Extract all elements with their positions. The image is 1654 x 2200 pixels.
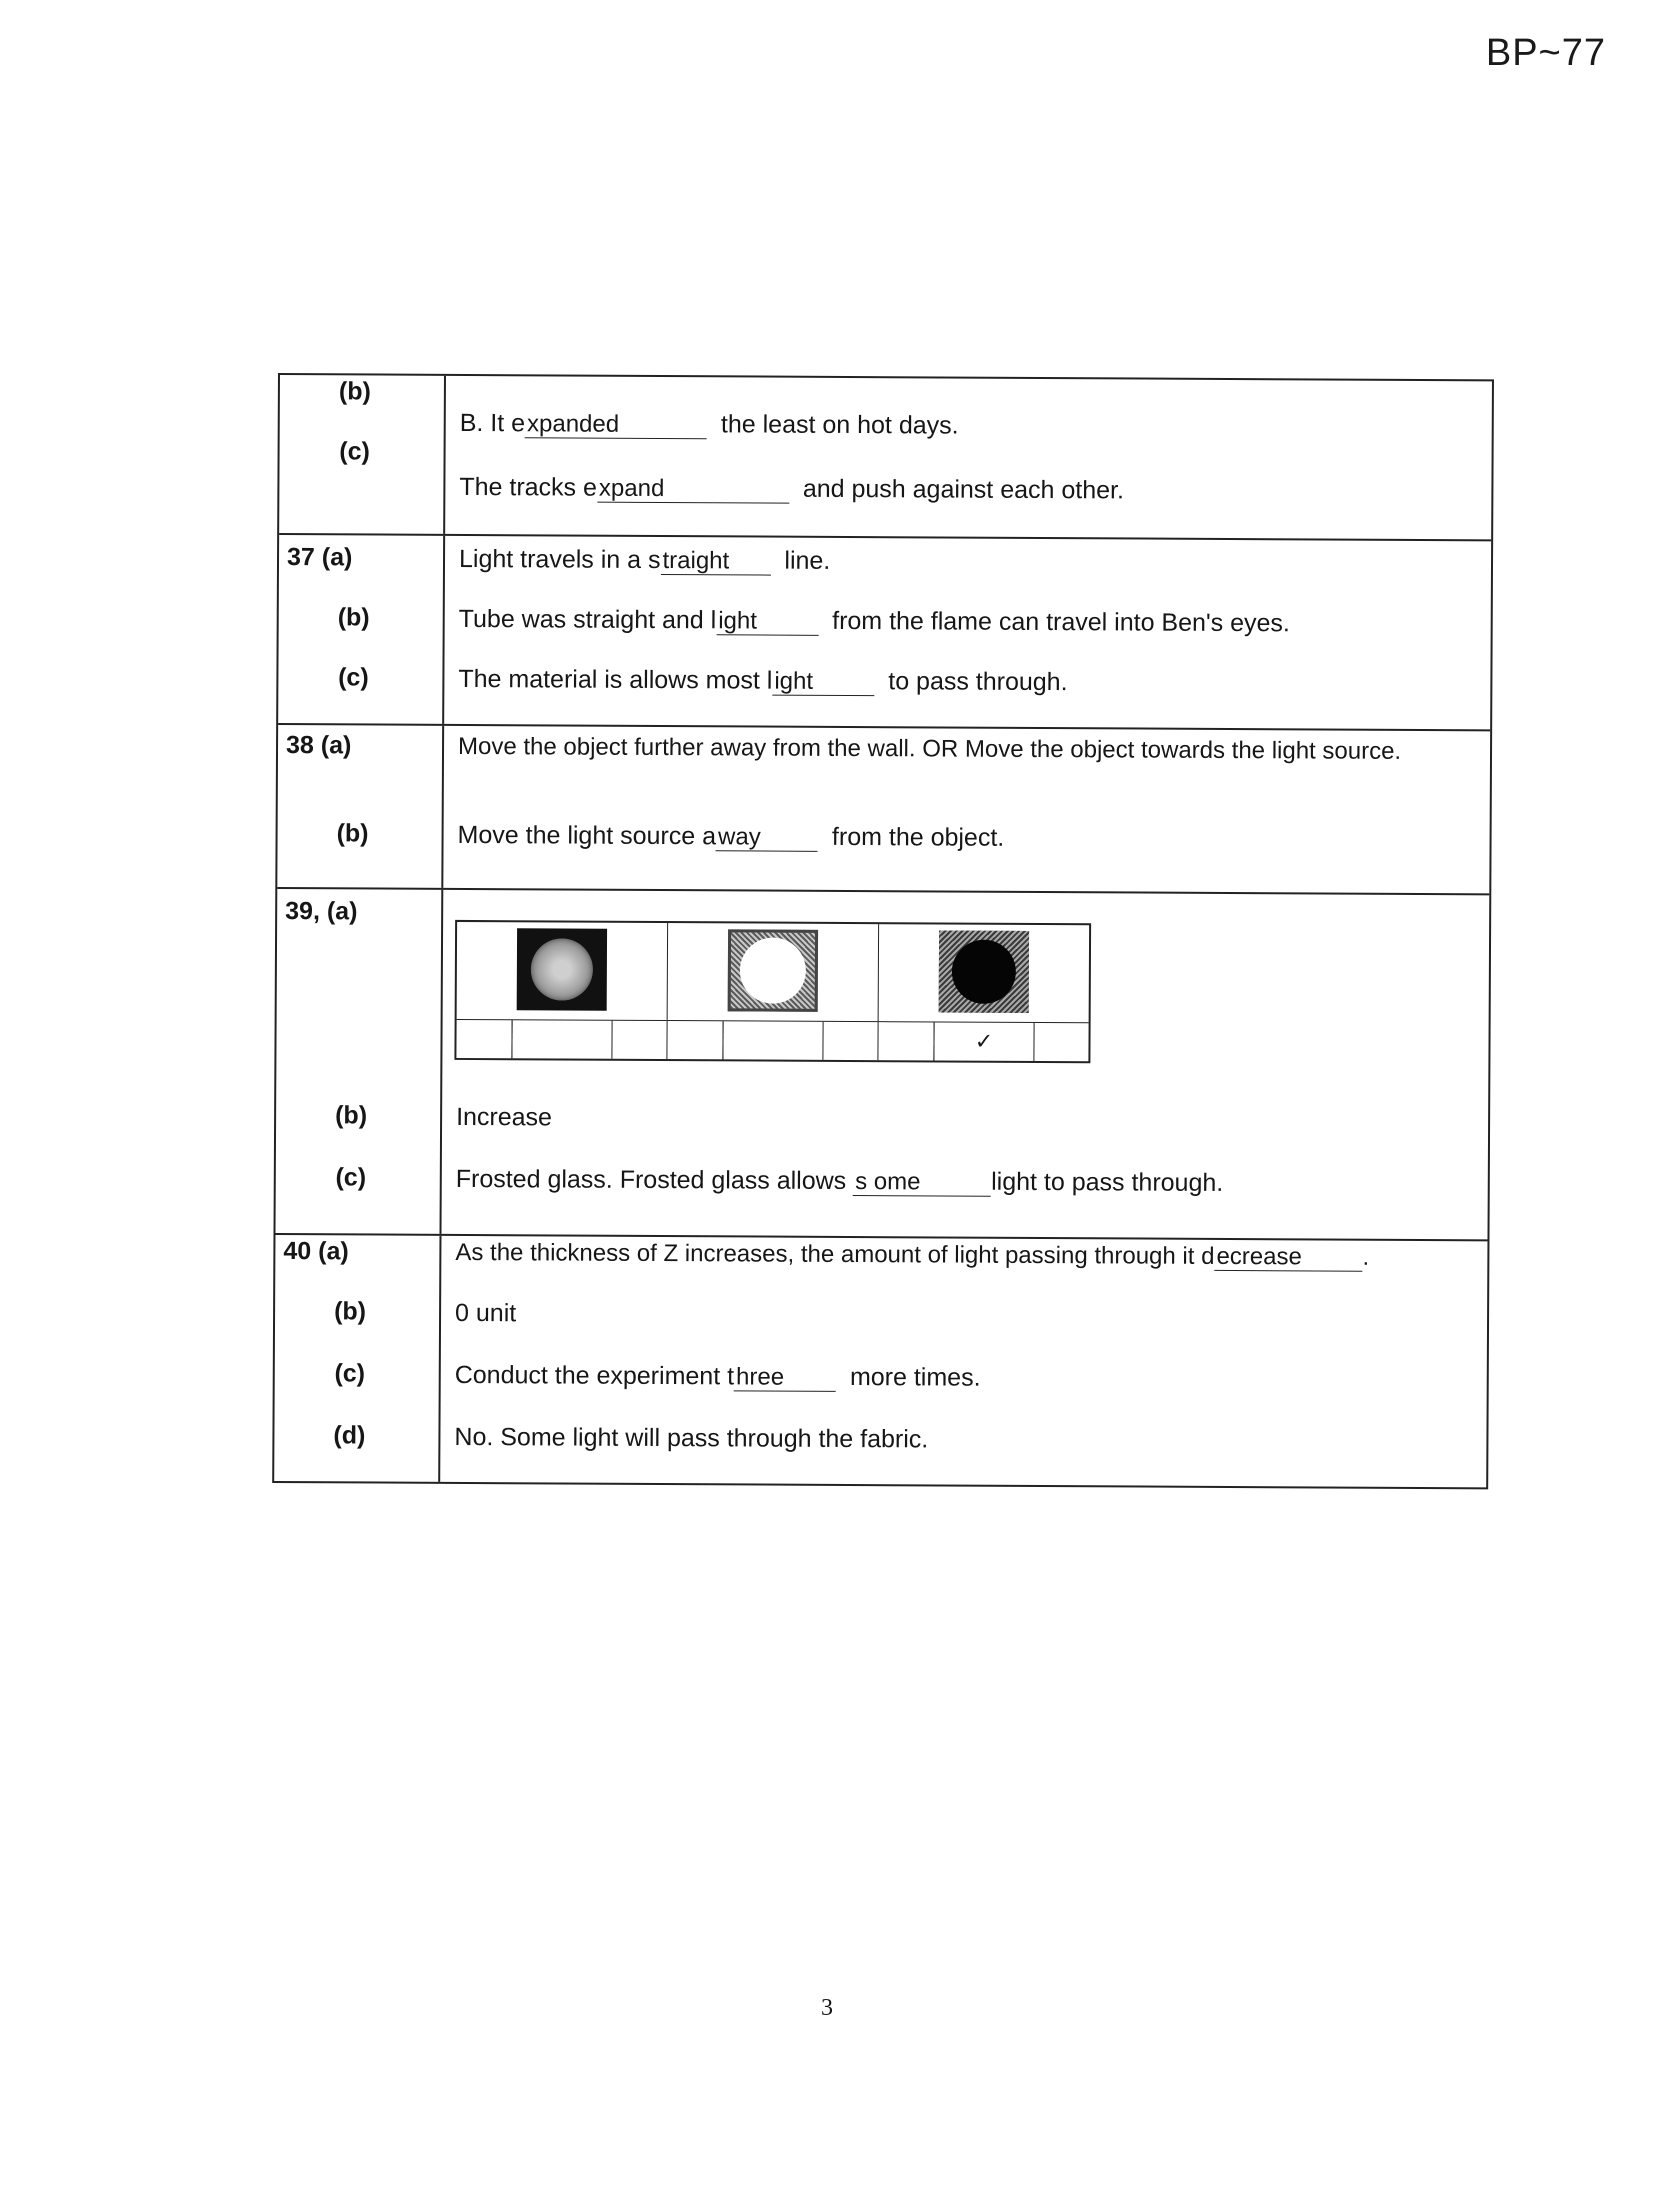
tick-box — [933, 1022, 1034, 1061]
question-cell — [275, 889, 443, 1234]
question-number: 37 (a) — [286, 543, 353, 572]
answer-fill: ight — [716, 608, 818, 636]
question-cell — [277, 725, 444, 888]
answer-fill: ecrease — [1214, 1244, 1362, 1272]
question-label: (c) — [339, 437, 370, 466]
answer-fill: s ome — [853, 1169, 991, 1197]
experiment-table — [454, 920, 1091, 1063]
table-row — [275, 887, 1489, 1239]
question-label: (d) — [333, 1421, 366, 1450]
grey-screen-white-circle-image — [728, 929, 818, 1011]
answer-cell — [445, 376, 1492, 539]
dark-screen-grey-circle-image — [517, 928, 607, 1010]
answer-line: Tube was straight and light from the flame can travel into Ben's eyes. — [458, 604, 1290, 638]
experiment-option — [456, 922, 668, 1059]
tick-box — [511, 1020, 612, 1059]
question-label: (c) — [334, 1359, 366, 1388]
question-label: (b) — [337, 603, 370, 632]
answer-line: Move the light source away from the object. — [457, 820, 1005, 852]
answer-cell — [444, 536, 1491, 729]
question-cell — [279, 375, 446, 534]
question-cell — [274, 1235, 441, 1482]
question-label: (b) — [335, 1101, 368, 1130]
answer-fill: hree — [734, 1364, 836, 1392]
question-number: 38 (a) — [285, 731, 352, 760]
question-label: (b) — [334, 1297, 367, 1326]
answer-line: The material is allows most light to pass through. — [458, 664, 1068, 697]
question-label: (b) — [338, 377, 371, 406]
table-row — [274, 1233, 1487, 1487]
answer-fill: ight — [772, 669, 874, 697]
answer-line: Move the object further away from the wall. OR Move the object towards the light source. — [457, 732, 1402, 765]
answer-fill: traight — [660, 548, 770, 576]
tick-box — [722, 1021, 823, 1060]
answer-cell — [440, 1236, 1487, 1487]
answer-line: Conduct the experiment three more times. — [454, 1360, 981, 1392]
answer-cell — [441, 890, 1489, 1239]
answer-boxes — [878, 1021, 1088, 1061]
answer-line: As the thickness of Z increases, the amount of light passing through it decrease . — [455, 1238, 1370, 1271]
table-row — [278, 533, 1491, 729]
answer-boxes — [667, 1020, 877, 1060]
page-code: BP~77 — [1485, 32, 1606, 74]
answer-line: The tracks expand and push against each other. — [459, 472, 1125, 505]
answer-line: No. Some light will pass through the fabric. — [454, 1422, 929, 1454]
answer-cell — [443, 726, 1490, 893]
experiment-option — [667, 923, 879, 1060]
question-cell — [278, 535, 445, 724]
question-label: (c) — [338, 663, 369, 692]
answer-line: Light travels in a straight line. — [458, 544, 831, 575]
table-row — [277, 723, 1490, 893]
question-label: (c) — [335, 1163, 367, 1192]
answer-line: Frosted glass. Frosted glass allows s ome light to pass through. — [455, 1164, 1224, 1197]
table-row — [279, 375, 1492, 539]
page-number: 3 — [821, 1995, 833, 2021]
question-label: (b) — [336, 819, 369, 848]
answer-table — [272, 373, 1494, 1489]
answer-line: B. It expanded the least on hot days. — [459, 408, 959, 440]
grey-screen-black-circle-image — [939, 930, 1029, 1012]
answer-fill: way — [716, 824, 818, 852]
question-number: 39, (a) — [285, 897, 358, 926]
answer-fill: xpand — [597, 476, 789, 504]
answer-boxes — [456, 1019, 666, 1059]
question-number: 40 (a) — [283, 1237, 349, 1266]
answer-line: Increase — [456, 1102, 553, 1132]
answer-line: 0 unit — [455, 1298, 517, 1328]
experiment-option — [878, 924, 1089, 1061]
answer-fill: xpanded — [525, 411, 707, 439]
tick-icon: ✓ — [974, 1028, 994, 1054]
